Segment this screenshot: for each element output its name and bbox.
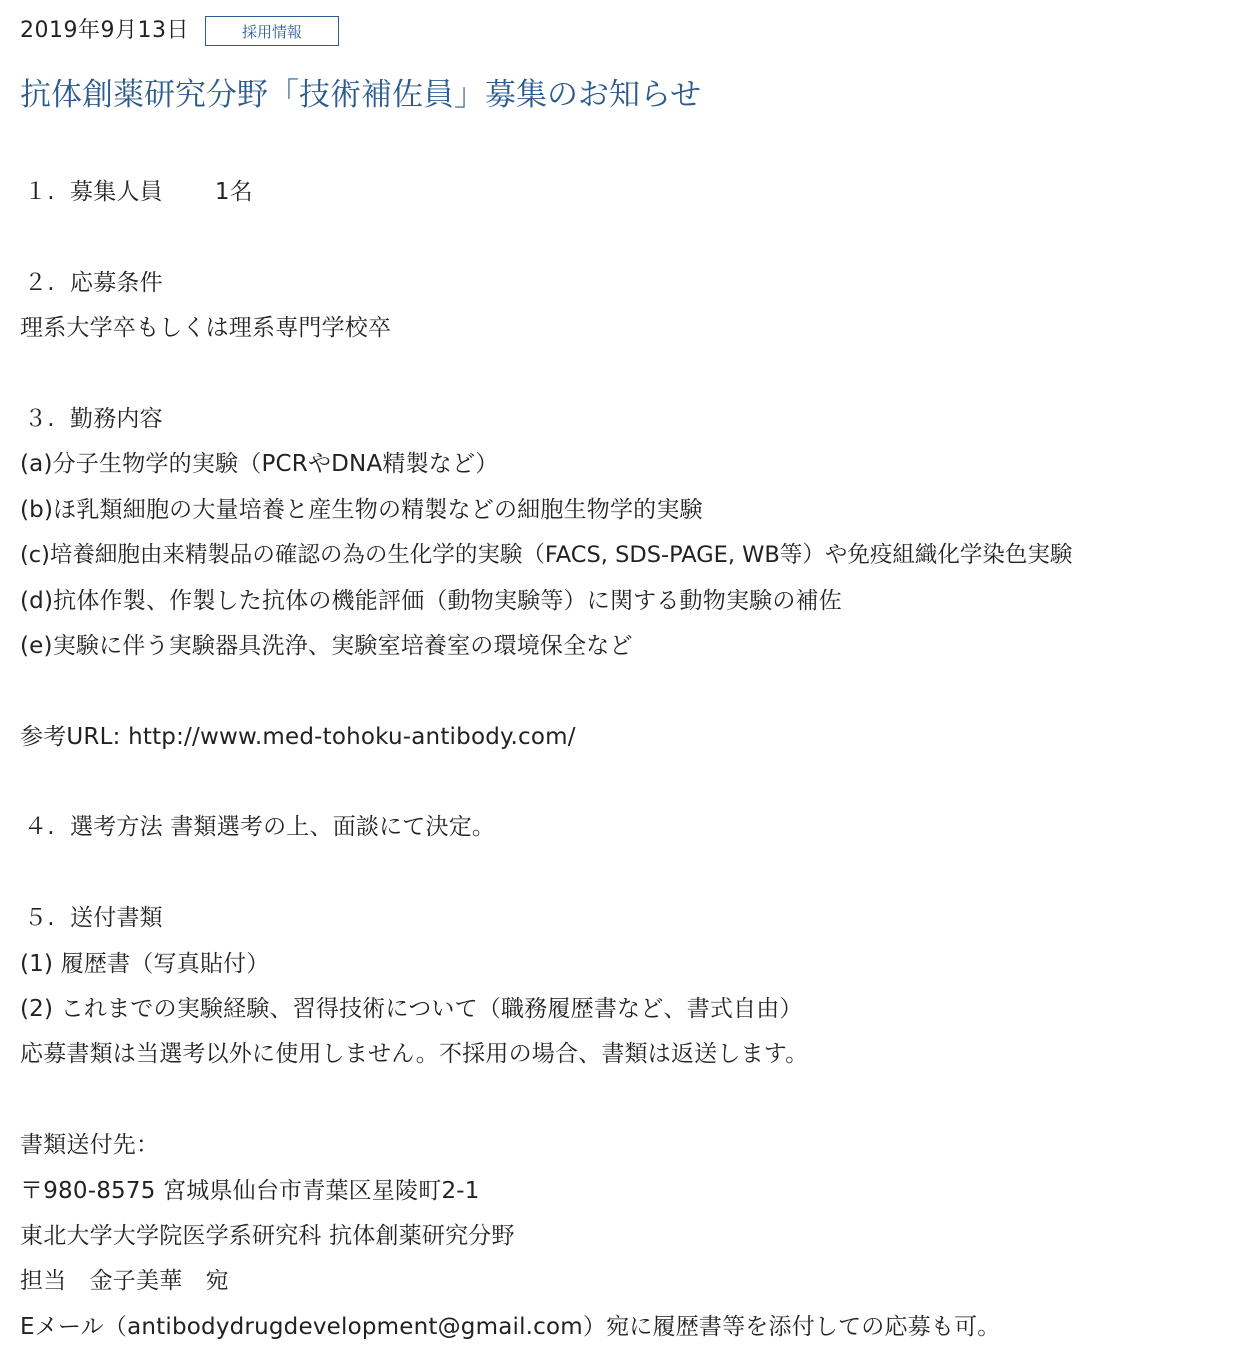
duty-item: (b)ほ乳類細胞の大量培養と産生物の精製などの細胞生物学的実験 bbox=[20, 496, 703, 523]
section-number: ４. bbox=[24, 814, 55, 841]
section-label: 勤務内容 bbox=[70, 405, 163, 432]
documents-note: 応募書類は当選考以外に使用しません。不採用の場合、書類は返送します。 bbox=[20, 1041, 809, 1068]
post-meta bbox=[20, 14, 339, 48]
recruit-count: 1名 bbox=[214, 179, 253, 205]
document-item: (1) 履歴書（写真貼付） bbox=[20, 950, 270, 977]
address-heading: 書類送付先： bbox=[20, 1132, 160, 1159]
post-date: 2019年9月13日 bbox=[20, 18, 189, 43]
selection-line bbox=[20, 805, 1220, 850]
duty-item: (d)抗体作製、作製した抗体の機能評価（動物実験等）に関する動物実験の補佐 bbox=[20, 587, 842, 614]
spacer bbox=[20, 352, 1220, 397]
section-number: ５. bbox=[24, 905, 55, 932]
section-label: 送付書類 bbox=[70, 905, 163, 932]
spacer bbox=[20, 669, 1220, 714]
reference-url-line bbox=[20, 715, 1220, 760]
documents-heading bbox=[20, 896, 1220, 941]
post-body bbox=[20, 170, 1220, 1350]
spacer bbox=[20, 215, 1220, 260]
duties-heading bbox=[20, 397, 1220, 442]
duty-item: (a)分子生物学的実験（PCRやDNA精製など） bbox=[20, 451, 499, 478]
section-label: 募集人員 bbox=[70, 179, 163, 205]
address-contact: 担当 金子美華 宛 bbox=[20, 1268, 229, 1295]
duty-item: (e)実験に伴う実験器具洗浄、実験室培養室の環境保全など bbox=[20, 632, 633, 659]
section-number: ２. bbox=[24, 269, 55, 296]
section-number: ３. bbox=[24, 405, 55, 432]
document-item: (2) これまでの実験経験、習得技術について（職務履歴書など、書式自由） bbox=[20, 996, 803, 1023]
duty-item: (c)培養細胞由来精製品の確認の為の生化学的実験（FACS, SDS-PAGE, WB等）や免疫組織化学染色実験 bbox=[20, 542, 1073, 569]
address-organization: 東北大学大学院医学系研究科 抗体創薬研究分野 bbox=[20, 1222, 515, 1249]
reference-label: 参考URL: bbox=[20, 723, 129, 750]
post-title: 抗体創薬研究分野「技術補佐員」募集のお知らせ bbox=[20, 77, 702, 113]
section-number: １. bbox=[24, 179, 55, 205]
section-label: 応募条件 bbox=[70, 269, 163, 296]
email-line: Eメール（antibodydrugdevelopment@gmail.com）宛に履歴書等を添付しての応募も可。 bbox=[20, 1313, 1001, 1340]
reference-url-link[interactable]: http://www.med-tohoku-antibody.com/ bbox=[128, 723, 576, 750]
recruit-number-line bbox=[20, 170, 1220, 215]
spacer bbox=[20, 1078, 1220, 1123]
category-badge-link[interactable]: 採用情報 bbox=[205, 16, 339, 46]
conditions-heading bbox=[20, 261, 1220, 306]
conditions-text: 理系大学卒もしくは理系専門学校卒 bbox=[20, 315, 392, 342]
spacer bbox=[20, 760, 1220, 805]
address-postal: 〒980-8575 宮城県仙台市青葉区星陵町2-1 bbox=[20, 1177, 480, 1204]
selection-text: 選考方法 書類選考の上、面談にて決定。 bbox=[70, 814, 496, 841]
spacer bbox=[20, 851, 1220, 896]
